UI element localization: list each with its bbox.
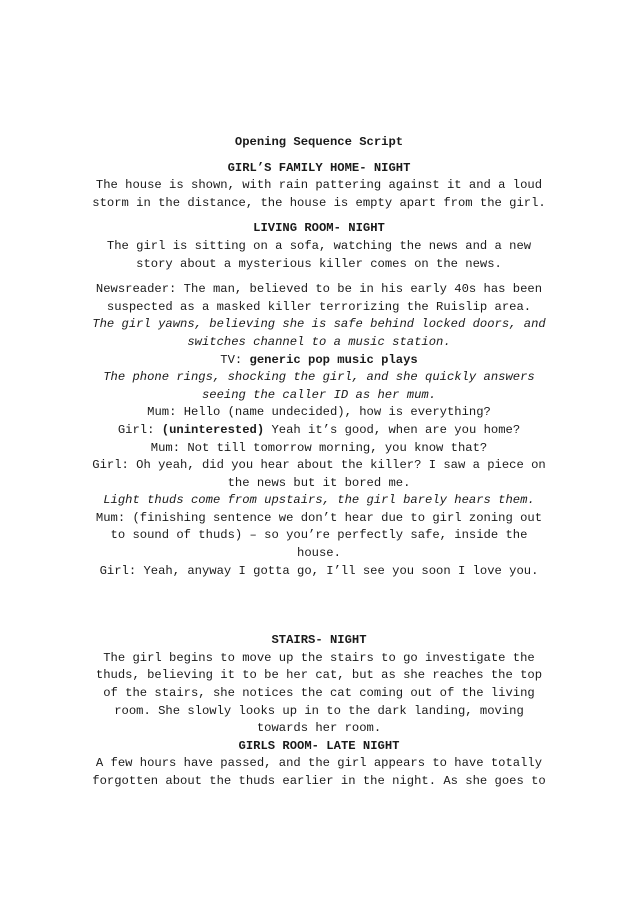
spacer bbox=[90, 273, 548, 281]
action-girl-yawns: The girl yawns, believing she is safe behind locked doors, and switches channel to a music station. bbox=[92, 317, 546, 349]
document-title: Opening Sequence Script bbox=[234, 135, 404, 149]
action-stairs: The girl begins to move up the stairs to go investigate the thuds, believing it to be her cat, but as she reaches the top of the stairs, she notices the cat coming out of the living room. She slowly looks up in to the dark landing, moving towards her room. bbox=[95, 650, 543, 736]
girl-label: Girl: bbox=[117, 422, 162, 437]
script-page bbox=[90, 134, 548, 791]
line-tv bbox=[90, 352, 548, 370]
spacer bbox=[90, 580, 548, 632]
girl-parenthetical: (uninterested) bbox=[161, 422, 265, 437]
dialogue-girl-2: Girl: Oh yeah, did you hear about the killer? I saw a piece on the news but it bored me. bbox=[92, 458, 546, 490]
spacer bbox=[90, 212, 548, 220]
girl-line: Yeah it’s good, when are you home? bbox=[264, 422, 521, 437]
dialogue-newsreader: Newsreader: The man, believed to be in his early 40s has been suspected as a masked killer terrorizing the Ruislip area. bbox=[95, 282, 543, 314]
dialogue-girl-3: Girl: Yeah, anyway I gotta go, I’ll see you soon I love you. bbox=[99, 563, 539, 578]
action-house-shown: The house is shown, with rain pattering against it and a loud storm in the distance, the house is empty apart from the girl. bbox=[92, 178, 546, 210]
action-light-thuds: Light thuds come from upstairs, the girl barely hears them. bbox=[103, 493, 535, 508]
action-girl-sofa: The girl is sitting on a sofa, watching the news and a new story about a mysterious killer comes on the news. bbox=[106, 238, 532, 271]
scene-heading-family-home: GIRL’S FAMILY HOME- NIGHT bbox=[227, 160, 411, 175]
scene-heading-stairs: STAIRS- NIGHT bbox=[271, 633, 367, 648]
dialogue-mum-2: Mum: Not till tomorrow morning, you know that? bbox=[150, 440, 488, 455]
scene-heading-girls-room: GIRLS ROOM- LATE NIGHT bbox=[238, 738, 400, 753]
action-girls-room: A few hours have passed, and the girl appears to have totally forgotten about the thuds earlier in the night. As she goes to bbox=[92, 756, 546, 788]
dialogue-girl-1 bbox=[90, 422, 548, 440]
dialogue-mum-1: Mum: Hello (name undecided), how is everything? bbox=[147, 405, 491, 420]
tv-text: generic pop music plays bbox=[249, 352, 418, 367]
scene-heading-living-room: LIVING ROOM- NIGHT bbox=[253, 221, 385, 236]
tv-label: TV: bbox=[220, 352, 250, 367]
action-phone-rings: The phone rings, shocking the girl, and she quickly answers seeing the caller ID as her mum. bbox=[103, 370, 535, 402]
dialogue-mum-3: Mum: (finishing sentence we don’t hear due to girl zoning out to sound of thuds) – so you’re perfectly safe, inside the house. bbox=[95, 510, 543, 561]
